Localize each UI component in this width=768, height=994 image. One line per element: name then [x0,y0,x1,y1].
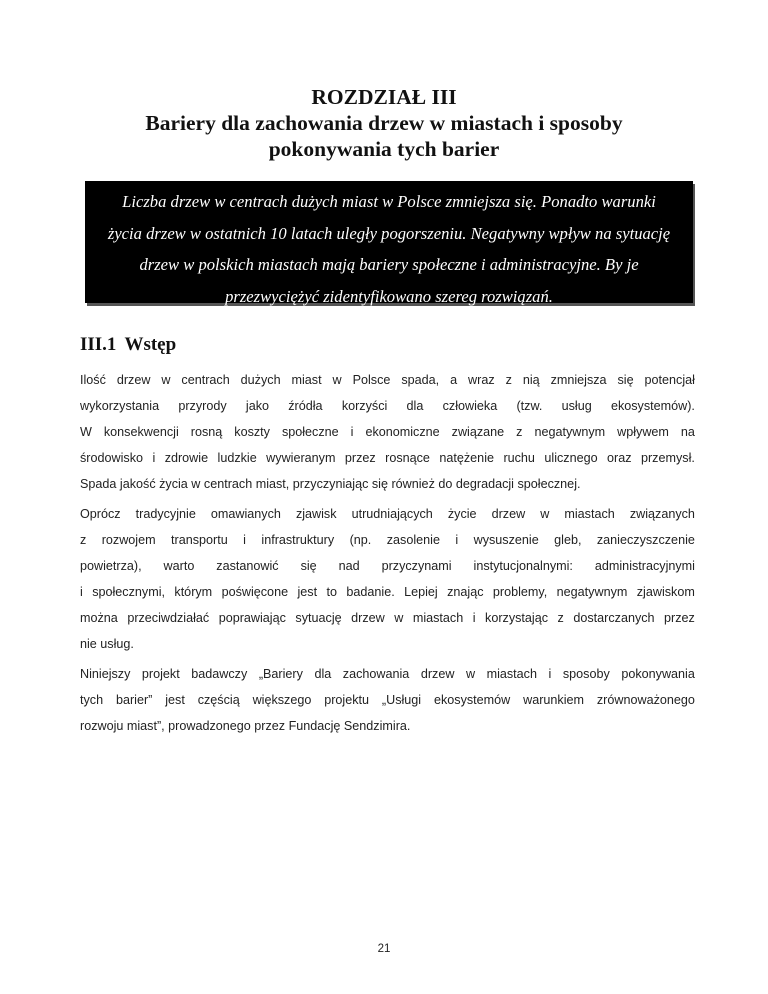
word: to [326,585,337,599]
paragraph-line [80,501,695,527]
paragraph-line: rozwoju miast”, prowadzonego przez Fundację Sendzimira. [80,719,411,733]
word: w [161,373,171,387]
word: jako [245,399,269,413]
word: rosnące [385,451,430,465]
word: na [680,425,695,439]
word: i [455,533,459,547]
word: zdrowie [164,451,209,465]
word: projekt [141,667,180,681]
word: i [472,611,476,625]
word: życie [447,507,477,521]
word: środowisko [80,451,143,465]
word: natężenie [439,451,494,465]
word: społeczne [281,425,339,439]
paragraph-line: nie usług. [80,637,134,651]
word: usług [561,399,592,413]
word: w [540,507,550,521]
word: negatywnym [534,425,606,439]
summary-box [85,181,693,306]
word: zasolenie [386,533,440,547]
section-number: III.1 [80,334,117,355]
word: rosną [190,425,223,439]
word: dostarczanych [573,611,655,625]
paragraph-line [80,527,695,553]
word: ekosystemów [433,693,511,707]
word: Oprócz [80,507,121,521]
word: przez [344,451,376,465]
word: wykorzystania [80,399,160,413]
word: negatywnym [556,585,628,599]
word: się [300,559,317,573]
word: sytuację [295,611,342,625]
word: nią [522,373,540,387]
paragraph-line [80,687,695,713]
word: badawczy [191,667,248,681]
word: (np. [349,533,372,547]
word: nad [338,559,360,573]
word: projektu [324,693,370,707]
word: którym [174,585,213,599]
word: wpływem [617,425,669,439]
word: zastanowić [216,559,279,573]
paragraph-line [80,419,695,445]
word: ulicznego [544,451,598,465]
word: W [80,425,92,439]
word: drzew [116,373,151,387]
chapter-title-line: Bariery dla zachowania drzew w miastach i sposoby [145,111,623,135]
word: wraz [468,373,495,387]
word: z [80,533,87,547]
word: rozwojem [101,533,156,547]
word: z [557,611,564,625]
word: „Usługi [381,693,422,707]
word: człowieka [442,399,498,413]
word: instytucjonalnymi: [473,559,573,573]
word: Lepiej [404,585,438,599]
word: ekosystemów). [610,399,695,413]
word: jest [297,585,318,599]
word: potencjał [644,373,695,387]
word: drzew [491,507,526,521]
word: przeciwdziałać [127,611,210,625]
word: miastach [486,667,537,681]
word: a [450,373,458,387]
page-number: 21 [377,943,391,955]
word: drzew [351,611,385,625]
word: miast [291,373,322,387]
word: gleb, [554,533,582,547]
word: zjawisk [295,507,337,521]
word: źródła [288,399,323,413]
word: z [516,425,523,439]
word: korzyści [341,399,388,413]
word: powietrza), [80,559,142,573]
word: infrastruktury [261,533,335,547]
summary-line: przezwyciężyć zidentyfikowano szereg rozwiązań. [225,286,553,306]
word: spada, [401,373,440,387]
word: wywieranym [266,451,336,465]
word: poprawiając [218,611,286,625]
word: omawianych [210,507,281,521]
word: ekonomiczne [365,425,440,439]
paragraph-line [80,605,695,631]
word: drzew [420,667,455,681]
word: Polsce [352,373,391,387]
paragraph [80,661,695,739]
word: konsekwencji [103,425,179,439]
word: częścią [197,693,240,707]
word: zmniejsza [550,373,607,387]
word: dużych [240,373,281,387]
word: miastach [564,507,615,521]
word: zrównoważonego [596,693,695,707]
chapter-title-line: pokonywania tych barier [268,137,500,161]
summary-line: drzew w polskich miastach mają bariery społeczne i administracyjne. By je [139,255,639,274]
word: związane [451,425,505,439]
word: administracyjnymi [594,559,695,573]
word: barier” [115,693,153,707]
word: centrach [181,373,230,387]
word: się [617,373,634,387]
word: transportu [171,533,228,547]
word: koszty [234,425,270,439]
word: „Bariery [258,667,303,681]
word: zachowania [342,667,410,681]
word: społecznymi, [92,585,165,599]
word: (tzw. [516,399,543,413]
section-heading [80,334,176,356]
word: związanych [629,507,695,521]
word: większego [252,693,312,707]
word: przemysł. [640,451,695,465]
word: i [152,451,156,465]
paragraph [80,501,695,657]
paragraph-line [80,579,695,605]
word: tradycyjnie [135,507,196,521]
word: warunkiem [523,693,585,707]
word: zjawiskom [636,585,695,599]
word: miastach [412,611,464,625]
chapter-number: ROZDZIAŁ III [311,85,457,109]
word: w [394,611,404,625]
word: sposoby [562,667,610,681]
word: przyczynami [381,559,452,573]
word: tych [80,693,104,707]
word: dla [314,667,332,681]
word: zanieczyszczenie [596,533,695,547]
word: i [350,425,354,439]
word: z [505,373,512,387]
paragraph-line: Spada jakość życia w centrach miast, przyczyniając się również do degradacji społecznej. [80,477,581,491]
summary-line: Liczba drzew w centrach dużych miast w Polsce zmniejsza się. Ponadto warunki [122,192,656,211]
section-title: Wstęp [124,334,177,355]
word: dla [406,399,424,413]
word: i [243,533,246,547]
word: problemy, [492,585,548,599]
word: ludzkie [217,451,257,465]
word: przez [664,611,695,625]
word: ruchu [503,451,535,465]
word: poświęcone [221,585,289,599]
word: warto [163,559,195,573]
word: Ilość [80,373,106,387]
word: korzystając [485,611,549,625]
word: wysuszenie [473,533,539,547]
word: Niniejszy [80,667,131,681]
word: znając [447,585,484,599]
paragraph-line [80,445,695,471]
word: jest [165,693,185,707]
word: oraz [607,451,632,465]
summary-line: życia drzew w ostatnich 10 latach uległy pogorszeniu. Negatywny wpływ na sytuację [107,223,671,243]
word: i [548,667,552,681]
chapter-title [0,84,768,162]
word: pokonywania [621,667,695,681]
word: w [465,667,476,681]
word: można [80,611,118,625]
paragraph [80,367,695,497]
word: w [332,373,342,387]
paragraph-line [80,553,695,579]
word: przyrody [178,399,227,413]
paragraph-line [80,393,695,419]
paragraph-line [80,661,695,687]
word: utrudniających [351,507,433,521]
word: i [80,585,83,599]
word: badanie. [346,585,395,599]
paragraph-line [80,367,695,393]
